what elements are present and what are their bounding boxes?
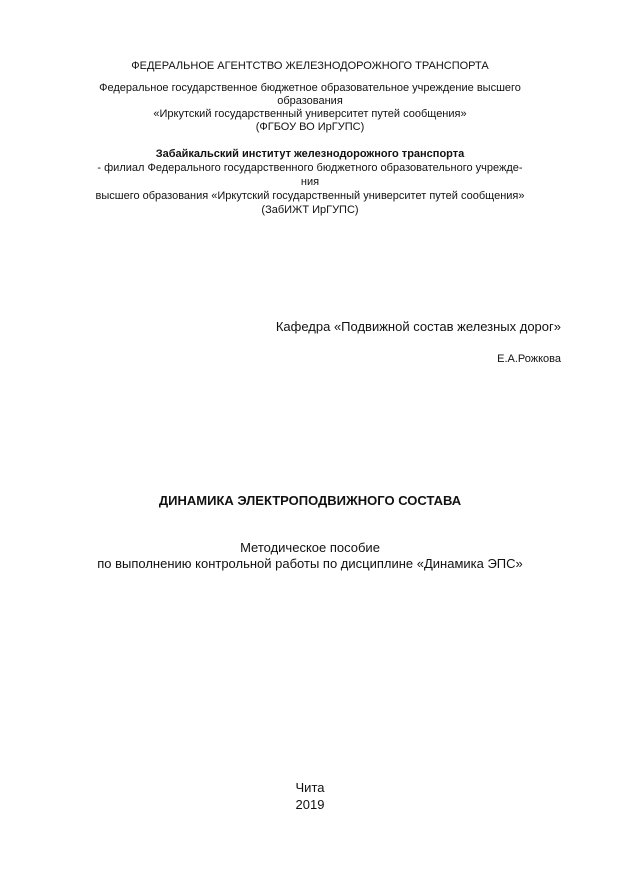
- year: 2019: [295, 797, 325, 812]
- agency-name: ФЕДЕРАЛЬНОЕ АГЕНТСТВО ЖЕЛЕЗНОДОРОЖНОГО ТРАНСПОРТА: [131, 60, 489, 72]
- university-line-2: образования: [277, 95, 343, 107]
- department-name: Кафедра «Подвижной состав железных дорог»: [275, 319, 561, 334]
- institute-line-2: ния: [300, 176, 320, 188]
- institute-line-3: высшего образования «Иркутский государственный университет путей сообщения»: [95, 190, 525, 202]
- institute-abbr: (ЗабИЖТ ИрГУПС): [261, 204, 359, 216]
- university-line-1: Федеральное государственное бюджетное образовательное учреждение высшего: [99, 82, 521, 94]
- city: Чита: [295, 780, 325, 795]
- university-abbr: (ФГБОУ ВО ИрГУПС): [255, 121, 365, 133]
- subtitle-line-1: Методическое пособие: [240, 540, 380, 555]
- institute-line-1: - филиал Федерального государственного бюджетного образовательного учрежде-: [97, 162, 523, 174]
- author-name: Е.А.Рожкова: [497, 353, 561, 365]
- document-title: ДИНАМИКА ЭЛЕКТРОПОДВИЖНОГО СОСТАВА: [158, 493, 462, 508]
- subtitle-line-2: по выполнению контрольной работы по дисциплине «Динамика ЭПС»: [97, 556, 523, 571]
- institute-name: Забайкальский институт железнодорожного транспорта: [155, 148, 465, 160]
- university-line-3: «Иркутский государственный университет путей сообщения»: [153, 108, 467, 120]
